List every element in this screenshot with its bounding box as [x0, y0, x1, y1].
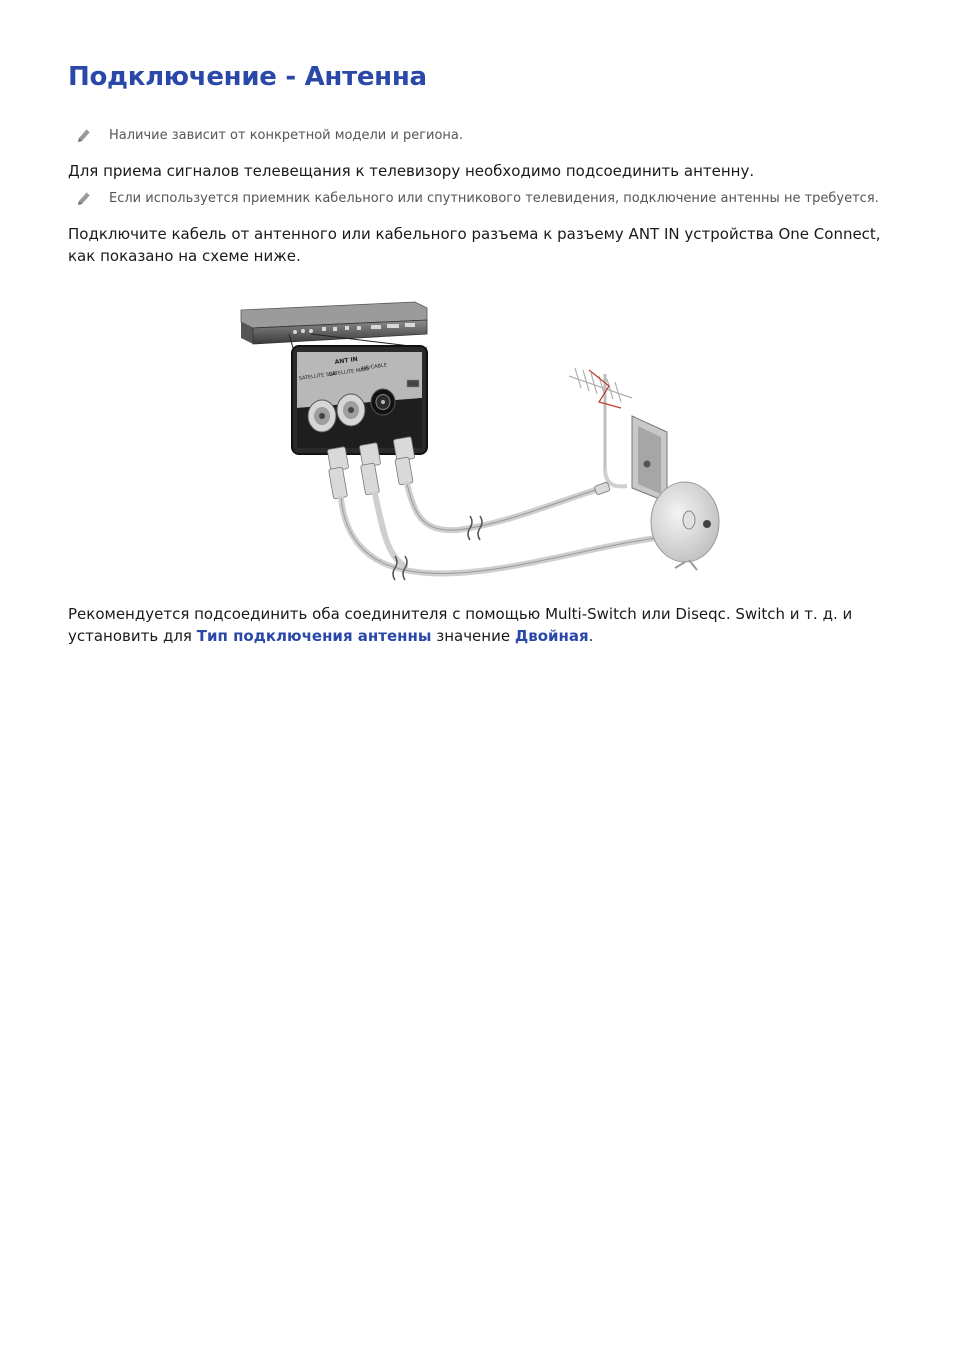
note-receiver — [68, 190, 888, 208]
note-availability — [68, 127, 888, 145]
connect-paragraph: Подключите кабель от антенного или кабельного разъема к разъему ANT IN устройства One Connect, как показано на схеме ниже. — [68, 225, 881, 265]
antenna-connection-type-term: Тип подключения антенны — [196, 627, 432, 645]
air-cable-label: AIR/CABLE — [360, 362, 388, 372]
ant-in-label: ANT IN — [334, 355, 359, 366]
satellite-sub-connector — [308, 400, 336, 432]
pencil-icon — [74, 127, 94, 145]
recommend-paragraph — [68, 603, 888, 647]
satellite-main-connector — [337, 394, 365, 426]
dual-value-term: Двойная — [514, 627, 589, 645]
air-cable-connector — [371, 389, 395, 415]
intro-paragraph: Для приема сигналов телевещания к телевизору необходимо подсоединить антенну. — [68, 162, 755, 180]
wall-outlet — [632, 416, 667, 502]
recommend-text-3: . — [588, 627, 594, 645]
recommend-text-1: Рекомендуется подсоединить оба соединителя с помощью Multi-Switch или Diseqc. Switch и т. д. и установить для — [68, 605, 853, 645]
satellite-dish — [651, 482, 719, 570]
antenna-connection-diagram — [237, 298, 737, 588]
satellite-main-label: SATELLITE MAIN — [328, 366, 370, 378]
satellite-sub-label: SATELLITE SUB — [298, 370, 337, 382]
pencil-icon — [74, 190, 94, 208]
antenna-cables — [341, 484, 657, 574]
page-title: Подключение - Антенна — [68, 62, 427, 92]
wall-cable-plug — [594, 482, 610, 495]
terrestrial-antenna — [569, 368, 632, 486]
one-connect-box — [241, 302, 427, 344]
recommend-text-2: значение — [431, 627, 515, 645]
note-text: Если используется приемник кабельного или спутникового телевидения, подключение антенны не требуется. — [109, 191, 879, 206]
note-text: Наличие зависит от конкретной модели и региона. — [109, 128, 464, 143]
